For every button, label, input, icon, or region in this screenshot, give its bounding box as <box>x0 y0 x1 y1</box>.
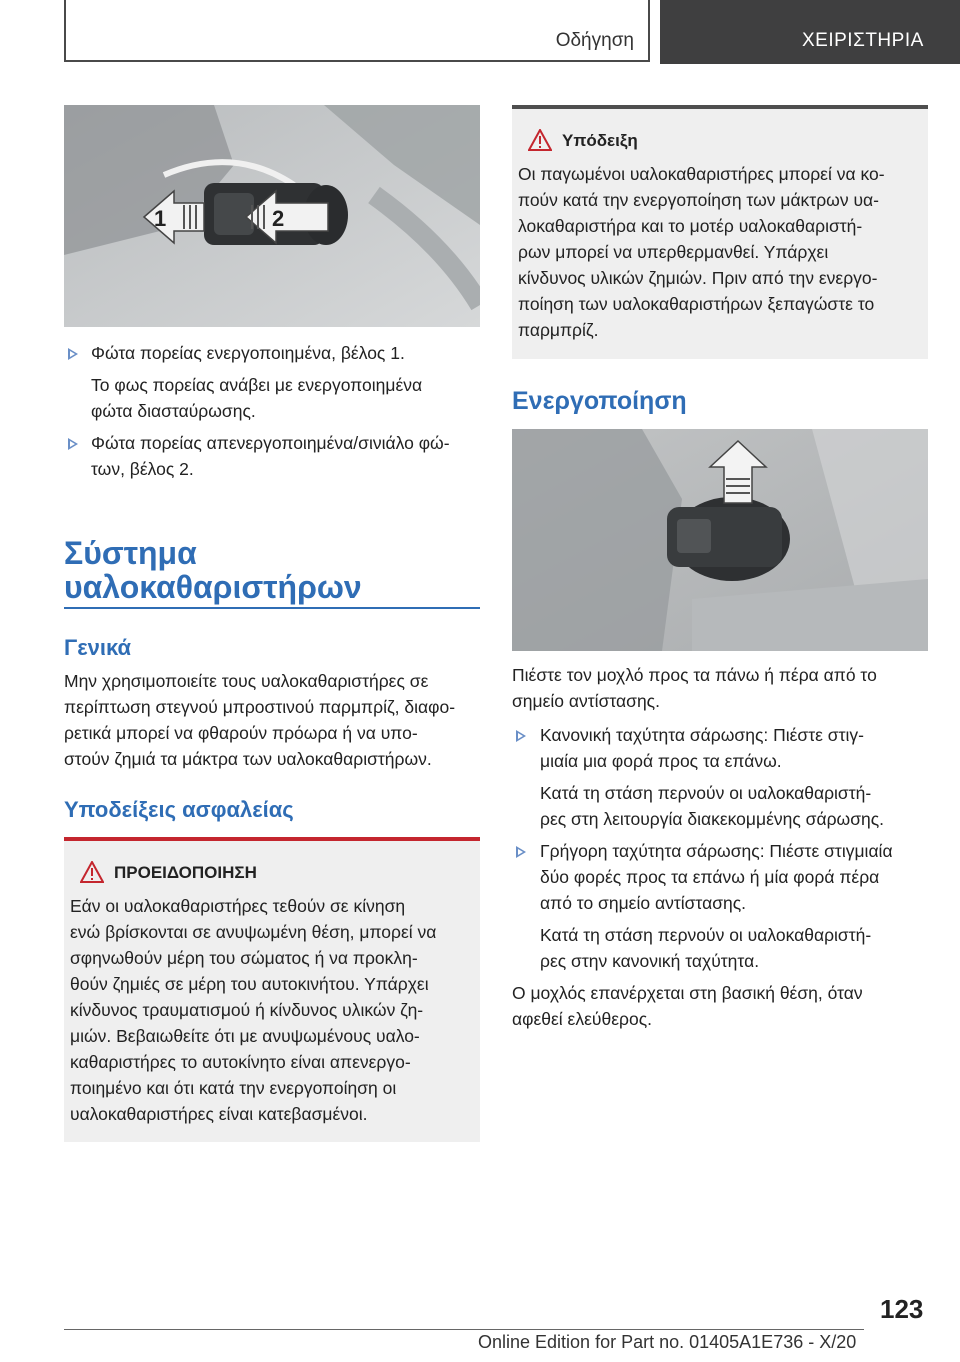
closing-line-1: Ο μοχλός επανέρχεται στη βασική θέση, όταν <box>512 983 863 1003</box>
notice-line-5: κίνδυνος υλικών ζημιών. Πριν από την ενεργο- <box>518 268 878 288</box>
warning-line-6: μιών. Βεβαιωθείτε ότι με ανυψωμένους υαλο- <box>70 1026 420 1046</box>
bullet-triangle-icon <box>68 438 78 450</box>
warning-box <box>64 841 480 1142</box>
warning-triangle-icon <box>80 861 104 883</box>
general-line-3: ρετικά μπορεί να φθαρούν πρόωρα ή να υπο- <box>64 723 418 743</box>
general-heading: Γενικά <box>64 635 132 660</box>
notice-title: Υπόδειξη <box>562 131 638 150</box>
right-bullet-1-line-1: Κανονική ταχύτητα σάρωσης: Πιέστε στιγ- <box>540 725 864 745</box>
notice-line-3: λοκαθαριστήρα και το μοτέρ υαλοκαθαριστή- <box>518 216 863 236</box>
warning-line-4: θούν ζημιές σε μέρη του αυτοκινήτου. Υπάρχει <box>70 974 429 994</box>
header-section-label: Οδήγηση <box>555 30 634 51</box>
header-chapter-tab <box>660 0 960 64</box>
notice-line-1: Οι παγωμένοι υαλοκαθαριστήρες μπορεί να κο- <box>518 164 885 184</box>
wiper-stalk-photo <box>512 429 928 651</box>
left-bullet-1-sub-line-1: Το φως πορείας ανάβει με ενεργοποιημένα <box>91 375 423 395</box>
closing-line-2: αφεθεί ελεύθερος. <box>512 1009 652 1029</box>
bullet-triangle-icon <box>516 730 526 742</box>
notice-line-4: ρων μπορεί να υπερθερμανθεί. Υπάρχει <box>518 242 829 262</box>
right-bullet-2-line-1: Γρήγορη ταχύτητα σάρωσης: Πιέστε στιγμιαία <box>540 841 893 861</box>
notice-line-7: παρμπρίζ. <box>518 320 599 340</box>
warning-line-2: ενώ βρίσκονται σε ανυψωμένη θέση, μπορεί να <box>70 922 437 942</box>
warning-line-8: ποιημένο και ότι κατά την ενεργοποίηση οι <box>70 1078 397 1098</box>
safety-heading: Υποδείξεις ασφαλείας <box>64 797 294 822</box>
right-bullet-2-line-3: από το σημείο αντίστασης. <box>540 893 747 913</box>
warning-line-1: Εάν οι υαλοκαθαριστήρες τεθούν σε κίνηση <box>70 896 406 916</box>
right-bullet-1-sub-line-2: ρες στη λειτουργία διακεκομμένης σάρωσης. <box>540 809 885 829</box>
left-bullet-1-sub-line-2: φώτα διασταύρωσης. <box>91 401 256 421</box>
left-bullet-1: Φώτα πορείας ενεργοποιημένα, βέλος 1. <box>91 343 405 363</box>
warning-line-5: κίνδυνος τραυματισμού ή κίνδυνος υλικών ζη- <box>70 1000 424 1020</box>
section-title-rule <box>64 607 480 609</box>
general-line-1: Μην χρησιμοποιείτε τους υαλοκαθαριστήρες σε <box>64 671 429 691</box>
notice-triangle-icon <box>528 129 552 151</box>
general-line-4: στούν ζημιά τα μάκτρα των υαλοκαθαριστήρων. <box>64 749 432 769</box>
left-bullet-2-line-2: των, βέλος 2. <box>91 459 194 479</box>
warning-line-9: υαλοκαθαριστήρες είναι κατεβασμένοι. <box>70 1104 368 1124</box>
notice-box <box>512 109 928 359</box>
notice-line-6: ποίηση των υαλοκαθαριστήρων ξεπαγώστε το <box>518 294 875 314</box>
page-number: 123 <box>880 1294 924 1324</box>
warning-title: ΠΡΟΕΙΔΟΠΟΙΗΣΗ <box>114 863 257 882</box>
bullet-triangle-icon <box>516 846 526 858</box>
warning-line-7: καθαριστήρες το αυτοκίνητο είναι απενεργο- <box>70 1052 411 1072</box>
section-title-line-2: υαλοκαθαριστήρων <box>64 569 362 605</box>
headlight-stalk-photo <box>64 105 480 327</box>
arrow-1-label: 1 <box>154 206 167 231</box>
activation-heading: Ενεργοποίηση <box>512 387 687 415</box>
general-line-2: περίπτωση στεγνού μπροστινού παρμπρίζ, διαφο- <box>64 697 456 717</box>
bullet-triangle-icon <box>68 348 78 360</box>
section-title-line-1: Σύστημα <box>64 535 197 571</box>
right-bullet-2-sub-line-2: ρες στην κανονική ταχύτητα. <box>540 951 760 971</box>
footer-edition: Online Edition for Part no. 01405A1E736 - X/20 <box>478 1332 857 1352</box>
left-bullet-2-line-1: Φώτα πορείας απενεργοποιημένα/σινιάλο φώ- <box>91 433 450 453</box>
right-bullet-1-line-2: μιαία μια φορά προς τα επάνω. <box>540 751 782 771</box>
right-bullet-2-sub-line-1: Κατά τη στάση περνούν οι υαλοκαθαριστή- <box>540 925 872 945</box>
arrow-2-label: 2 <box>272 206 285 231</box>
footer-rule <box>64 1329 864 1330</box>
right-bullet-1-sub-line-1: Κατά τη στάση περνούν οι υαλοκαθαριστή- <box>540 783 872 803</box>
activation-intro-line-1: Πιέστε τον μοχλό προς τα πάνω ή πέρα από το <box>512 665 877 685</box>
activation-intro-line-2: σημείο αντίστασης. <box>512 691 660 711</box>
header-chapter-label: ΧΕΙΡΙΣΤΗΡΙΑ <box>802 30 924 51</box>
notice-line-2: πούν κατά την ενεργοποίηση των μάκτρων υα- <box>518 190 879 210</box>
right-bullet-2-line-2: δύο φορές προς τα επάνω ή μία φορά πέρα <box>540 867 880 887</box>
wiper-stalk-illustration <box>512 429 928 651</box>
warning-line-3: σφηνωθούν μέρη του σώματος ή να προκλη- <box>70 948 418 968</box>
header-section-tab <box>64 0 650 62</box>
headlight-stalk-illustration <box>64 105 480 327</box>
